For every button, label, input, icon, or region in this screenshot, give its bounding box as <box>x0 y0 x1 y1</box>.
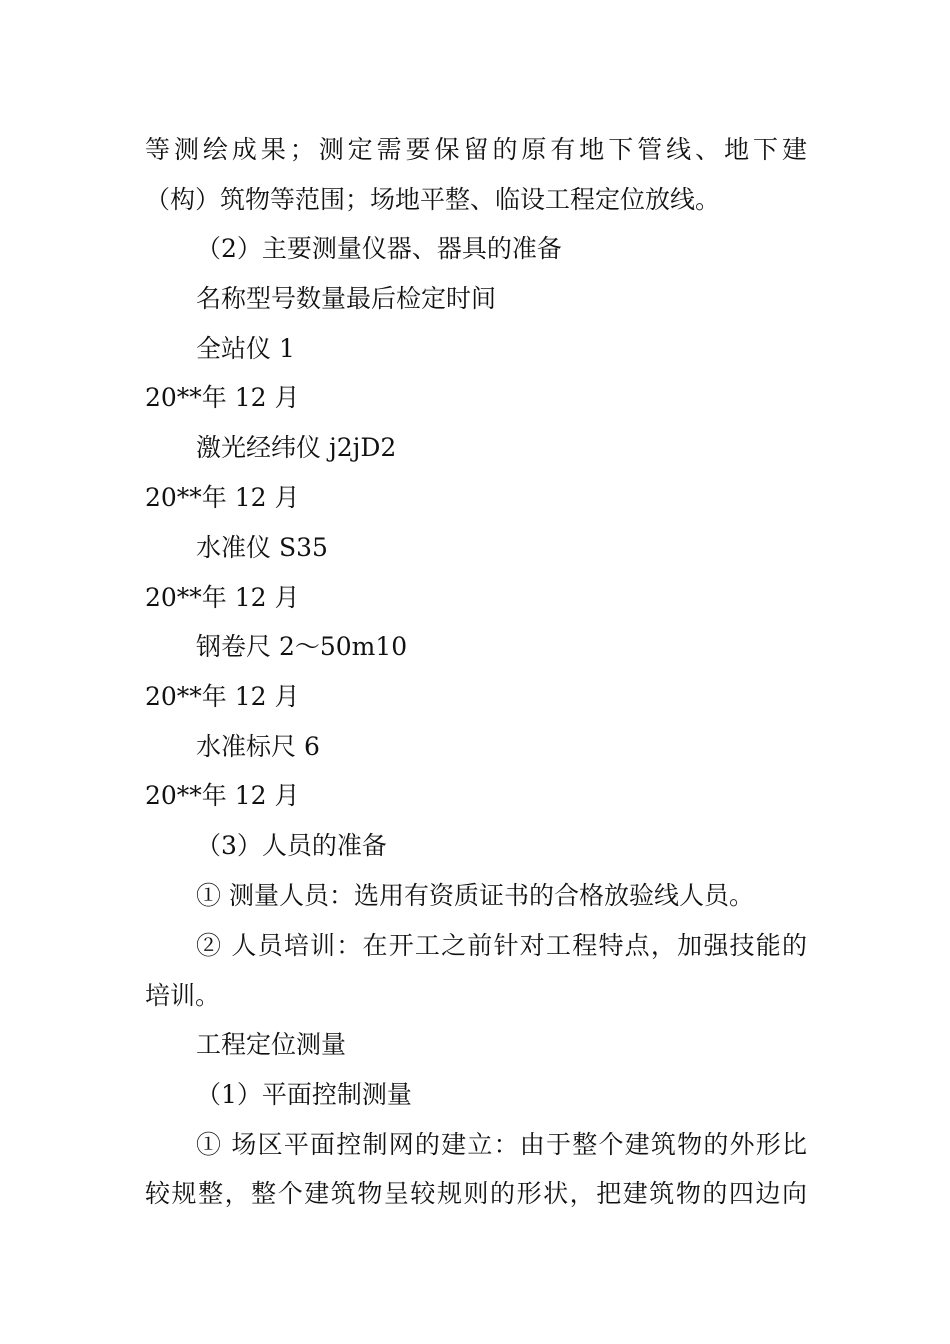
text-line: （构）筑物等范围；场地平整、临设工程定位放线。 <box>145 185 721 214</box>
instrument-item: 全站仪 1 <box>196 334 295 363</box>
table-header-text: 名称型号数量最后检定时间 <box>196 284 497 313</box>
text-line: ② 人员培训：在开工之前针对工程特点，加强技能的 <box>196 931 807 960</box>
calibration-date: 20**年 12 月 <box>145 483 300 512</box>
calibration-date: 20**年 12 月 <box>145 781 300 810</box>
calibration-date: 20**年 12 月 <box>145 383 300 412</box>
instrument-item: 钢卷尺 2～50m10 <box>196 632 408 661</box>
section-heading: 工程定位测量 <box>196 1030 347 1059</box>
section-heading: （3）人员的准备 <box>196 831 387 860</box>
text-line: ① 测量人员：选用有资质证书的合格放验线人员。 <box>196 881 754 910</box>
text-line: 等测绘成果；测定需要保留的原有地下管线、地下建 <box>145 135 807 164</box>
section-heading: （2）主要测量仪器、器具的准备 <box>196 234 562 263</box>
text-line: ① 场区平面控制网的建立：由于整个建筑物的外形比 <box>196 1130 807 1159</box>
text-line: 培训。 <box>145 981 221 1010</box>
calibration-date: 20**年 12 月 <box>145 583 300 612</box>
instrument-item: 激光经纬仪 j2jD2 <box>196 433 397 462</box>
text-line: 较规整，整个建筑物呈较规则的形状，把建筑物的四边向 <box>145 1179 807 1208</box>
calibration-date: 20**年 12 月 <box>145 682 300 711</box>
instrument-item: 水准标尺 6 <box>196 732 320 761</box>
section-heading: （1）平面控制测量 <box>196 1080 412 1109</box>
instrument-item: 水准仪 S35 <box>196 533 328 562</box>
